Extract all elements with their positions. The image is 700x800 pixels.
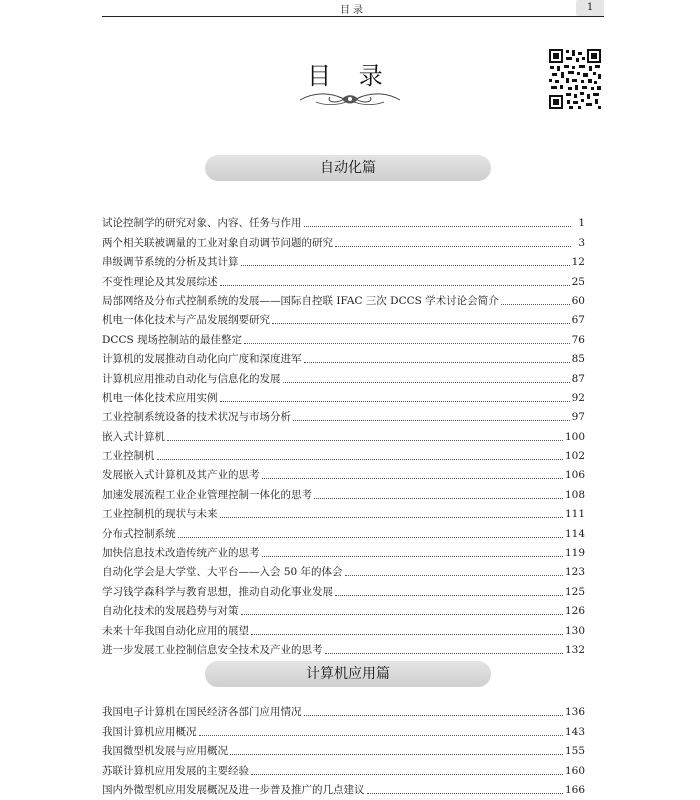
dot-leader: [244, 337, 570, 344]
running-header-title: 目录: [340, 5, 366, 16]
dot-leader: [304, 709, 563, 716]
toc-entry-page: 3: [578, 236, 585, 249]
toc-entry-title: DCCS 现场控制站的最佳整定: [102, 333, 243, 346]
dot-leader: [241, 608, 563, 615]
dot-leader: [262, 550, 563, 557]
toc-entry[interactable]: [102, 327, 585, 346]
toc-entry-page: 119: [564, 547, 585, 560]
dot-leader: [251, 768, 563, 775]
toc-entry-title: 国内外微型机应用发展概况及进一步普及推广的几点建议: [102, 783, 365, 796]
toc-entry-page: 125: [564, 585, 585, 598]
toc-entry-title: 我国电子计算机在国民经济各部门应用情况: [102, 706, 302, 719]
toc-entry-page: 102: [564, 450, 585, 463]
toc-entry-title: 未来十年我国自动化应用的展望: [102, 624, 249, 637]
dot-leader: [167, 434, 563, 441]
toc-entry-title: 计算机应用推动自动化与信息化的发展: [102, 372, 281, 385]
toc-entry-page: 132: [564, 643, 585, 656]
toc-entry[interactable]: [102, 638, 585, 657]
toc-entry[interactable]: [102, 250, 585, 269]
qr-code-icon: [548, 48, 602, 110]
toc-entry-page: 136: [564, 706, 585, 719]
dot-leader: [220, 395, 570, 402]
toc-entry[interactable]: [102, 444, 585, 463]
dot-leader: [367, 787, 563, 794]
toc-entry[interactable]: [102, 778, 585, 797]
toc-entry[interactable]: [102, 386, 585, 405]
toc-entry-page: 130: [564, 624, 585, 637]
dot-leader: [345, 569, 563, 576]
dot-leader: [272, 317, 570, 324]
dot-leader: [335, 240, 571, 247]
toc-entry-page: 92: [571, 391, 585, 404]
toc-entry-page: 25: [571, 275, 585, 288]
dot-leader: [230, 748, 563, 755]
toc-entry-page: 85: [571, 353, 585, 366]
toc-entry[interactable]: [102, 560, 585, 579]
toc-entry[interactable]: [102, 521, 585, 540]
toc-entry-title: 加快信息技术改造传统产业的思考: [102, 547, 260, 560]
toc-section-computer-application: [102, 700, 585, 797]
toc-entry[interactable]: [102, 541, 585, 560]
toc-entry[interactable]: [102, 308, 585, 327]
dot-leader: [178, 531, 563, 538]
toc-entry[interactable]: [102, 599, 585, 618]
toc-entry-title: 计算机的发展推动自动化向广度和深度进军: [102, 353, 302, 366]
toc-entry-page: 108: [564, 488, 585, 501]
toc-entry-page: 87: [571, 372, 585, 385]
dot-leader: [262, 472, 563, 479]
toc-entry-title: 分布式控制系统: [102, 527, 176, 540]
toc-entry[interactable]: [102, 366, 585, 385]
toc-entry-title: 工业控制系统设备的技术状况与市场分析: [102, 411, 291, 424]
toc-entry[interactable]: [102, 424, 585, 443]
dot-leader: [293, 414, 570, 421]
toc-entry-page: 123: [564, 566, 585, 579]
dot-leader: [157, 453, 563, 460]
toc-entry-page: 155: [564, 745, 585, 758]
toc-entry-page: 12: [571, 256, 585, 269]
toc-entry[interactable]: [102, 502, 585, 521]
toc-entry[interactable]: [102, 482, 585, 501]
dot-leader: [304, 220, 572, 227]
dot-leader: [199, 729, 563, 736]
toc-entry[interactable]: [102, 618, 585, 637]
dot-leader: [325, 647, 563, 654]
toc-entry-page: 1: [578, 217, 585, 230]
toc-entry-title: 嵌入式计算机: [102, 430, 165, 443]
toc-entry-page: 106: [564, 469, 585, 482]
toc-entry-title: 学习钱学森科学与教育思想，推动自动化事业发展: [102, 585, 333, 598]
flourish-ornament-icon: [296, 90, 404, 108]
running-header: [102, 0, 604, 17]
dot-leader: [501, 298, 570, 305]
toc-entry[interactable]: [102, 347, 585, 366]
toc-section-automation: [102, 211, 585, 657]
toc-entry-page: 97: [571, 411, 585, 424]
toc-entry-title: 加速发展流程工业企业管理控制一体化的思考: [102, 488, 312, 501]
dot-leader: [304, 356, 570, 363]
toc-entry[interactable]: [102, 230, 585, 249]
toc-entry-title: 我国微型机发展与应用概况: [102, 745, 228, 758]
toc-entry-page: 166: [564, 783, 585, 796]
toc-entry[interactable]: [102, 289, 585, 308]
dot-leader: [335, 589, 563, 596]
dot-leader: [283, 376, 570, 383]
toc-entry-title: 工业控制机: [102, 450, 155, 463]
toc-entry-page: 111: [564, 508, 585, 521]
dot-leader: [220, 511, 563, 518]
toc-entry-title: 两个相关联被调量的工业对象自动调节问题的研究: [102, 236, 333, 249]
toc-entry[interactable]: [102, 700, 585, 719]
toc-entry-title: 苏联计算机应用发展的主要经验: [102, 764, 249, 777]
page-title: 目 录: [307, 62, 393, 90]
section-banner-computer-application: 计算机应用篇: [205, 661, 491, 687]
dot-leader: [220, 279, 570, 286]
toc-entry-title: 自动化技术的发展趋势与对策: [102, 605, 239, 618]
section-banner-automation: 自动化篇: [205, 155, 491, 181]
dot-leader: [241, 259, 570, 266]
toc-entry-title: 自动化学会是大学堂、大平台——入会 50 年的体会: [102, 566, 343, 579]
toc-entry[interactable]: [102, 579, 585, 598]
toc-entry-page: 100: [564, 430, 585, 443]
page-number: 1: [576, 0, 604, 16]
toc-entry-page: 76: [571, 333, 585, 346]
toc-entry[interactable]: [102, 405, 585, 424]
toc-entry[interactable]: [102, 463, 585, 482]
toc-entry-page: 114: [564, 527, 585, 540]
toc-entry[interactable]: [102, 739, 585, 758]
toc-entry[interactable]: [102, 719, 585, 738]
toc-entry-page: 60: [571, 294, 585, 307]
dot-leader: [251, 628, 563, 635]
toc-entry-title: 我国计算机应用概况: [102, 725, 197, 738]
toc-entry-title: 不变性理论及其发展综述: [102, 275, 218, 288]
toc-entry-page: 143: [564, 725, 585, 738]
toc-entry-title: 局部网络及分布式控制系统的发展——国际自控联 IFAC 三次 DCCS 学术讨论会简介: [102, 294, 499, 307]
toc-entry-title: 机电一体化技术应用实例: [102, 391, 218, 404]
toc-entry-page: 160: [564, 764, 585, 777]
toc-entry-title: 工业控制机的现状与未来: [102, 508, 218, 521]
toc-entry-page: 126: [564, 605, 585, 618]
toc-entry[interactable]: [102, 758, 585, 777]
toc-entry-title: 串级调节系统的分析及其计算: [102, 256, 239, 269]
toc-entry-title: 发展嵌入式计算机及其产业的思考: [102, 469, 260, 482]
toc-entry-page: 67: [571, 314, 585, 327]
dot-leader: [314, 492, 563, 499]
toc-entry-title: 机电一体化技术与产品发展纲要研究: [102, 314, 270, 327]
toc-entry[interactable]: [102, 211, 585, 230]
toc-entry-title: 进一步发展工业控制信息安全技术及产业的思考: [102, 643, 323, 656]
toc-entry[interactable]: [102, 269, 585, 288]
toc-entry-title: 试论控制学的研究对象、内容、任务与作用: [102, 217, 302, 230]
